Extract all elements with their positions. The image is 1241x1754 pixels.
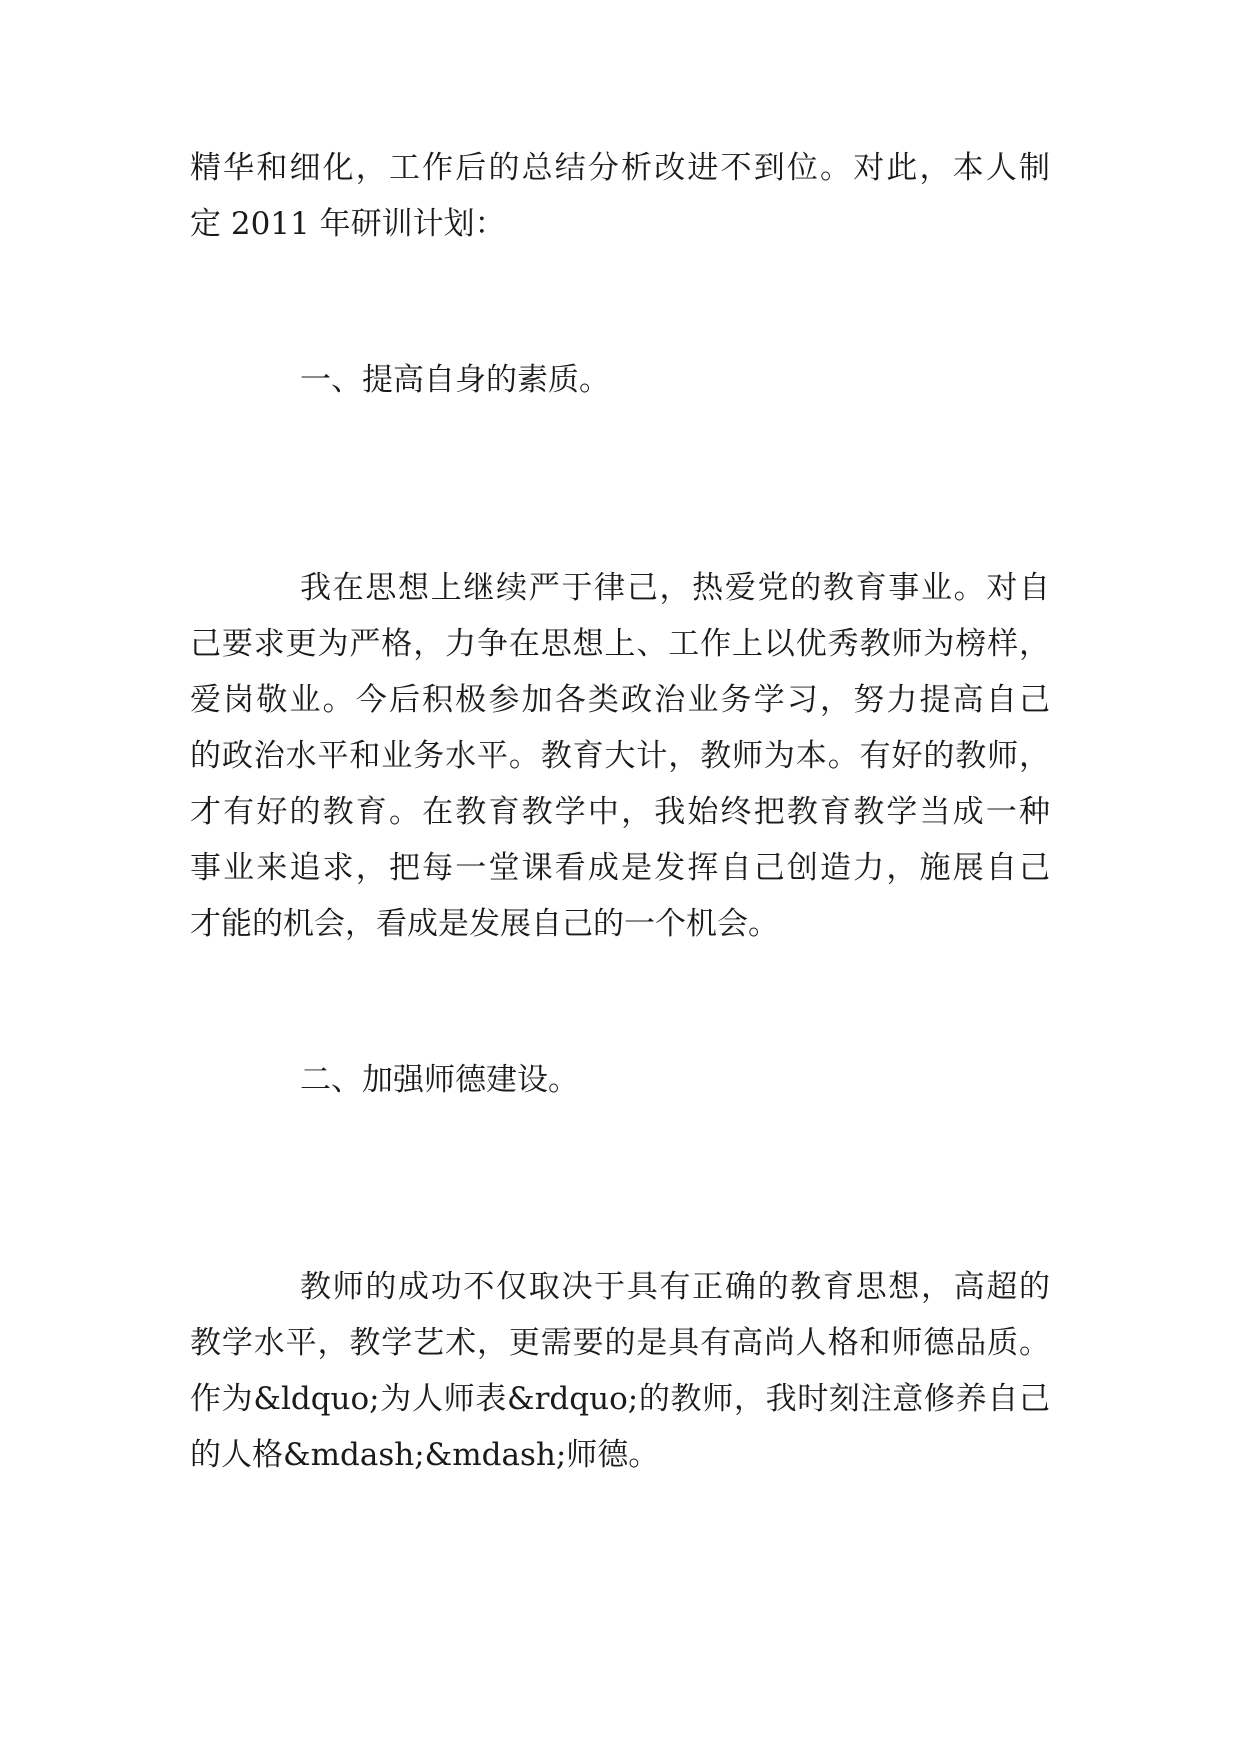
paragraph-line: 才能的机会，看成是发展自己的一个机会。 <box>190 906 779 942</box>
paragraph-line: 精华和细化，工作后的总结分析改进不到位。对此，本人制 <box>190 150 1050 186</box>
paragraph-line: 的政治水平和业务水平。教育大计，教师为本。有好的教师， <box>190 738 1050 774</box>
paragraph-line: 教学水平，教学艺术，更需要的是具有高尚人格和师德品质。 <box>190 1325 1050 1361</box>
paragraph-line: 定 2011 年研训计划： <box>190 206 506 242</box>
section-heading-1: 一、提高自身的素质。 <box>300 362 610 398</box>
paragraph-line: 我在思想上继续严于律己，热爱党的教育事业。对自 <box>300 570 1050 606</box>
section-heading-2: 二、加强师德建设。 <box>300 1062 579 1098</box>
paragraph-line: 爱岗敬业。今后积极参加各类政治业务学习，努力提高自己 <box>190 682 1050 718</box>
paragraph-line: 教师的成功不仅取决于具有正确的教育思想，高超的 <box>300 1269 1050 1305</box>
paragraph-line: 才有好的教育。在教育教学中，我始终把教育教学当成一种 <box>190 794 1050 830</box>
paragraph-line: 作为&ldquo;为人师表&rdquo;的教师，我时刻注意修养自己 <box>190 1381 1050 1417</box>
paragraph-line: 己要求更为严格，力争在思想上、工作上以优秀教师为榜样， <box>190 626 1050 662</box>
paragraph-line: 的人格&mdash;&mdash;师德。 <box>190 1437 660 1473</box>
paragraph-line: 事业来追求，把每一堂课看成是发挥自己创造力，施展自己 <box>190 850 1050 886</box>
